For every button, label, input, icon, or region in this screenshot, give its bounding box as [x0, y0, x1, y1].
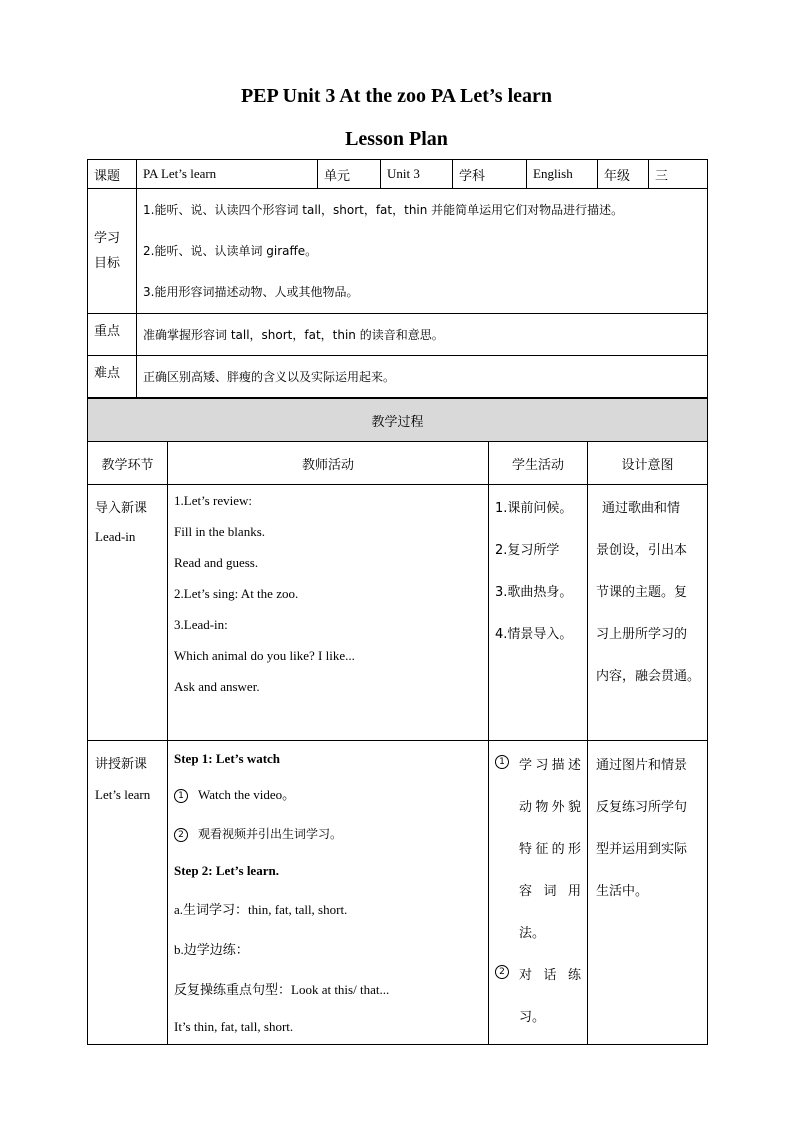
- difficulty-label: 难点: [88, 356, 137, 398]
- intent-line: 景创设，引出本: [596, 543, 688, 558]
- header-teacher: 教师活动: [168, 442, 489, 485]
- stage-cell: [88, 741, 168, 1045]
- stage-cn: 讲授新课: [95, 757, 148, 772]
- difficulty-text: 正确区别高矮、胖瘦的含义以及实际运用起来。: [137, 356, 708, 398]
- student-item-2: [495, 955, 581, 1039]
- header-stage: 教学环节: [88, 442, 168, 485]
- student-line: 对 话 练: [519, 968, 581, 983]
- stage-cell: [88, 485, 168, 741]
- stage-cn: 导入新课: [95, 501, 148, 516]
- student-line: 4.情景导入。: [495, 627, 573, 642]
- teacher-line: [174, 816, 488, 852]
- teacher-line: Ask and answer.: [174, 679, 260, 694]
- student-line: 学习描述: [519, 758, 581, 773]
- teacher-cell: [168, 741, 489, 1045]
- student-line: 特征的形: [519, 842, 581, 857]
- teacher-line: It’s thin, fat, tall, short.: [174, 1019, 294, 1034]
- student-item-1: [495, 745, 581, 955]
- teacher-line: a.生词学习：thin, fat, tall, short.: [174, 902, 348, 917]
- teacher-line: 2.Let’s sing: At the zoo.: [174, 586, 299, 601]
- intent-line: 反复练习所学句: [596, 800, 688, 815]
- student-line: 2.复习所学: [495, 543, 560, 558]
- student-line: 3.歌曲热身。: [495, 585, 573, 600]
- student-line: 习。: [519, 1010, 546, 1025]
- teacher-cell: [168, 485, 489, 741]
- lesson-info-table: [87, 159, 708, 398]
- teacher-line: 3.Lead-in:: [174, 617, 228, 632]
- table-row: [88, 741, 708, 1045]
- circled-number-icon: 1: [495, 755, 509, 769]
- document-title: PEP Unit 3 At the zoo PA Let’s learn: [240, 85, 553, 107]
- teacher-line: Which animal do you like? I like...: [174, 648, 355, 663]
- intent-line: 通过歌曲和情: [602, 501, 681, 516]
- stage-en: Lead-in: [95, 529, 136, 544]
- table-row: [88, 485, 708, 741]
- intent-line: 习上册所学习的: [596, 627, 688, 642]
- section-title: 教学过程: [88, 399, 708, 442]
- step1-heading: Step 1: Let’s watch: [174, 751, 281, 766]
- circled-number-icon: 1: [174, 789, 188, 803]
- header-intent: 设计意图: [588, 442, 708, 485]
- student-line: 法。: [519, 926, 546, 941]
- document-subtitle: Lesson Plan: [345, 128, 448, 150]
- teacher-line: [174, 774, 488, 816]
- step2-heading: Step 2: Let’s learn.: [174, 863, 279, 878]
- teacher-line: Fill in the blanks.: [174, 524, 265, 539]
- teacher-line: Read and guess.: [174, 555, 259, 570]
- teacher-sub1: Watch the video。: [198, 787, 296, 802]
- goal-item: 3.能用形容词描述动物、人或其他物品。: [143, 284, 359, 299]
- goal-item: 1.能听、说、认读四个形容词 tall，short，fat，thin 并能简单运用它们对物品进行描述。: [143, 202, 624, 217]
- student-line: 动物外貌: [519, 800, 581, 815]
- topic-value: PA Let’s learn: [137, 160, 318, 189]
- grade-label: 年级: [598, 160, 649, 189]
- intent-cell: [588, 485, 708, 741]
- key-point-text: 准确掌握形容词 tall，short，fat，thin 的读音和意思。: [137, 314, 708, 356]
- grade-value: 三: [649, 160, 708, 189]
- teaching-process-table: [87, 398, 708, 1045]
- intent-line: 生活中。: [596, 884, 649, 899]
- intent-line: 节课的主题。复: [596, 585, 688, 600]
- circled-number-icon: 2: [495, 965, 509, 979]
- student-cell: [489, 485, 588, 741]
- key-point-label: 重点: [88, 314, 137, 356]
- unit-label: 单元: [318, 160, 381, 189]
- teacher-sub2: 观看视频并引出生词学习。: [198, 827, 343, 841]
- teacher-line: b.边学边练：: [174, 942, 249, 957]
- subject-label: 学科: [453, 160, 527, 189]
- student-line: 容 词 用: [519, 884, 581, 899]
- intent-line: 内容，融会贯通。: [596, 669, 701, 684]
- teacher-line: 反复操练重点句型：Look at this/ that...: [174, 982, 390, 997]
- intent-line: 通过图片和情景: [596, 758, 688, 773]
- intent-line: 型并运用到实际: [596, 842, 688, 857]
- goals-label: [88, 189, 137, 314]
- teacher-line: 1.Let’s review:: [174, 493, 252, 508]
- goal-item: 2.能听、说、认读单词 giraffe。: [143, 243, 318, 258]
- goals-label-line2: 目标: [94, 256, 121, 271]
- goals-content: [137, 189, 708, 314]
- topic-label: 课题: [88, 160, 137, 189]
- circled-number-icon: 2: [174, 828, 188, 842]
- goals-label-line1: 学习: [94, 231, 121, 246]
- subject-value: English: [527, 160, 598, 189]
- header-student: 学生活动: [489, 442, 588, 485]
- intent-cell: [588, 741, 708, 1045]
- stage-en: Let’s learn: [95, 787, 151, 802]
- student-line: 1.课前问候。: [495, 501, 573, 516]
- student-cell: [489, 741, 588, 1045]
- unit-value: Unit 3: [381, 160, 453, 189]
